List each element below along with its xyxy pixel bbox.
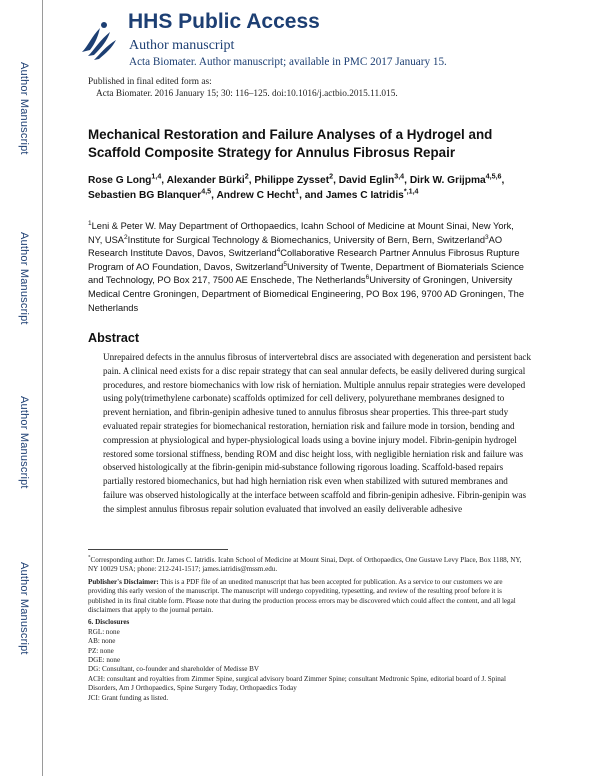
affiliation-sup: 5 bbox=[283, 260, 287, 268]
author-affil-sup: 4,5,6 bbox=[485, 172, 502, 181]
publication-info bbox=[88, 76, 398, 100]
author-name: Sebastien BG Blanquer bbox=[88, 190, 202, 201]
abstract-body: Unrepaired defects in the annulus fibrosus of intervertebral discs are associated with degeneration and persistent back pain. A clinical need exists for a disc repair strategy that can seal annular defects, be easily delivered during surgical procedures, and restore biomechanics with low risk of herniation. Multiple annulus repair strategies were developed using poly(trimethylene carbonate) scaffolds optimized for cell delivery, polyurethane membranes designed to prevent herniation, and fibrin-genipin adhesive tuned to annulus fibrosus shear properties. This three-part study evaluated repair strategies for biomechanical restoration, herniation risk and failure mode in torsion, bending and compression at physiological and hyper-physiological loads using a bovine injury model. Fibrin-genipin hydrogel restored some torsional stiffness, bending ROM and disc height loss, with negligible herniation risk and failure was observed histologically at the fibrin-genipin mid-substance following rigorous loading. Scaffold-based repairs partially restored biomechanics, but had high herniation risk even when stabilized with sutured membranes and failure was observed histologically at the interface between scaffold and fibrin-genipin adhesive. Fibrin-genipin was the simplest annulus fibrosus repair solution evaluated that involved an easily deliverable adhesive bbox=[103, 352, 532, 514]
author-name: Andrew C Hecht bbox=[216, 190, 296, 201]
author-name: James C Iatridis bbox=[325, 190, 404, 201]
footnote-disclaimer: Publisher's Disclaimer: This is a PDF file of an unedited manuscript that has been accepted for publication. As a service to our customers we are providing this early version of the manuscript. The manuscript will undergo copyediting, typesetting, and review of the resulting proof before it is published in its final citable form. Please note that during the production process errors may be discovered which could affect the content, and all legal disclaimers that apply to the journal pertain. bbox=[88, 577, 516, 615]
author-name: David Eglin bbox=[338, 175, 395, 186]
author-name: Dirk W. Grijpma bbox=[409, 175, 486, 186]
affiliations bbox=[88, 220, 530, 315]
disclosure-item: DGE: none bbox=[88, 656, 121, 665]
sidebar-label-3: Author Manuscript bbox=[18, 396, 30, 489]
author-affil-sup: 2 bbox=[244, 172, 249, 181]
author-affil-sup: 1 bbox=[295, 187, 300, 196]
author-list: Rose G Long$^{1,4}$, Alexander Bürki$^2$, Philippe Zysset$^2$, David Eglin$^{3,4}$, Dirk W. Grijpma$^{4,5,6}$, Sebastien BG Blanquer$^{4,5}$, Andrew C Hecht$^1$, and James C Iatridis$^{*,1,4}$ bbox=[88, 172, 505, 201]
left-sidebar bbox=[0, 0, 44, 776]
hhs-header bbox=[58, 10, 578, 82]
affiliation-text: Institute for Surgical Technology & Biomechanics, University of Bern, Bern, Switzerland bbox=[127, 234, 486, 245]
sidebar-divider bbox=[42, 0, 43, 776]
author-name: Rose G Long bbox=[88, 175, 152, 186]
affiliation-sup: 4 bbox=[276, 247, 281, 255]
author-affil-sup: 1,4 bbox=[151, 172, 162, 181]
footnotes bbox=[88, 556, 528, 703]
affiliation-text: University of Twente, Department of Biomaterials Science and Technology, PO Box 217, 7500 AE Enschede, The Netherlands bbox=[88, 261, 524, 286]
disclosure-item: ACH: consultant and royalties from Zimmer Spine, surgical advisory board Zimmer Spine; consultant Medtronic Spine, editorial board of J. Spinal Disorders, Am J Orthopaedics, Spine Surgery Today, Orthopaedics Today bbox=[88, 674, 506, 693]
affiliation-text: Collaborative Research Partner Annulus Fibrosus Rupture Program of AO Foundation, Davos, Switzerland bbox=[88, 248, 520, 272]
header-journal-line: Acta Biomater. Author manuscript; available in PMC 2017 January 15. bbox=[129, 56, 447, 68]
author-affil-sup: 2 bbox=[329, 172, 334, 181]
disclosure-item: RGL: none bbox=[88, 627, 120, 636]
affiliation-sup: 6 bbox=[365, 274, 370, 282]
affiliation-sup: 1 bbox=[88, 219, 92, 227]
footnote-divider bbox=[88, 549, 228, 550]
sidebar-label-1: Author Manuscript bbox=[18, 62, 30, 155]
footnote-corresponding: *Corresponding author: Dr. James C. Iatridis. Icahn School of Medicine at Mount Sinai, Dept. of Orthopaedics, One Gustave Levy Place, Box 1188, NY, NY 10029 USA; phone: 212-241-1517; james.iatridis@mssm.edu. bbox=[88, 555, 522, 574]
abstract-heading: Abstract bbox=[88, 331, 140, 345]
sidebar-label-4: Author Manuscript bbox=[18, 562, 30, 655]
affiliation-text: University of Groningen, University Medical Centre Groningen, Department of Biomedical Engineering, PO Box 196, 9700 AD Groningen, The Netherlands bbox=[88, 275, 525, 313]
disclosure-item: DG: Consultant, co-founder and shareholder of Medisse BV bbox=[88, 665, 260, 674]
article-title: Mechanical Restoration and Failure Analyses of a Hydrogel and Scaffold Composite Strategy for Annulus Fibrosus Repair bbox=[88, 127, 493, 160]
author-affil-sup: 4,5 bbox=[201, 187, 212, 196]
pubinfo-line2: Acta Biomater. 2016 January 15; 30: 116–125. doi:10.1016/j.actbio.2015.11.015. bbox=[96, 89, 398, 99]
author-name: Philippe Zysset bbox=[254, 175, 330, 186]
author-affil-sup: *,1,4 bbox=[403, 187, 419, 196]
affiliation-text: Leni & Peter W. May Department of Orthopaedics, Icahn School of Medicine at Mount Sinai, New York, NY, USA bbox=[88, 221, 514, 245]
disclosure-item: JCI: Grant funding as listed. bbox=[88, 693, 169, 702]
affiliation-text: AO Research Institute Davos, Davos, Switzerland bbox=[88, 234, 503, 259]
disclosures-heading: 6. Disclosures bbox=[88, 618, 130, 627]
author-affil-sup: 3,4 bbox=[394, 172, 405, 181]
disclosure-item: PZ: none bbox=[88, 646, 114, 655]
hhs-eagle-logo-icon bbox=[74, 16, 122, 64]
pubinfo-line1: Published in final edited form as: bbox=[88, 77, 212, 87]
author-name: Alexander Bürki bbox=[166, 175, 245, 186]
disclosure-item: AB: none bbox=[88, 637, 116, 646]
header-subtitle: Author manuscript bbox=[129, 38, 235, 53]
affiliation-sup: 3 bbox=[485, 233, 489, 241]
header-title: HHS Public Access bbox=[128, 10, 320, 33]
disclosures-list bbox=[88, 628, 528, 703]
affiliation-sup: 2 bbox=[124, 233, 128, 241]
sidebar-label-2: Author Manuscript bbox=[18, 232, 30, 325]
